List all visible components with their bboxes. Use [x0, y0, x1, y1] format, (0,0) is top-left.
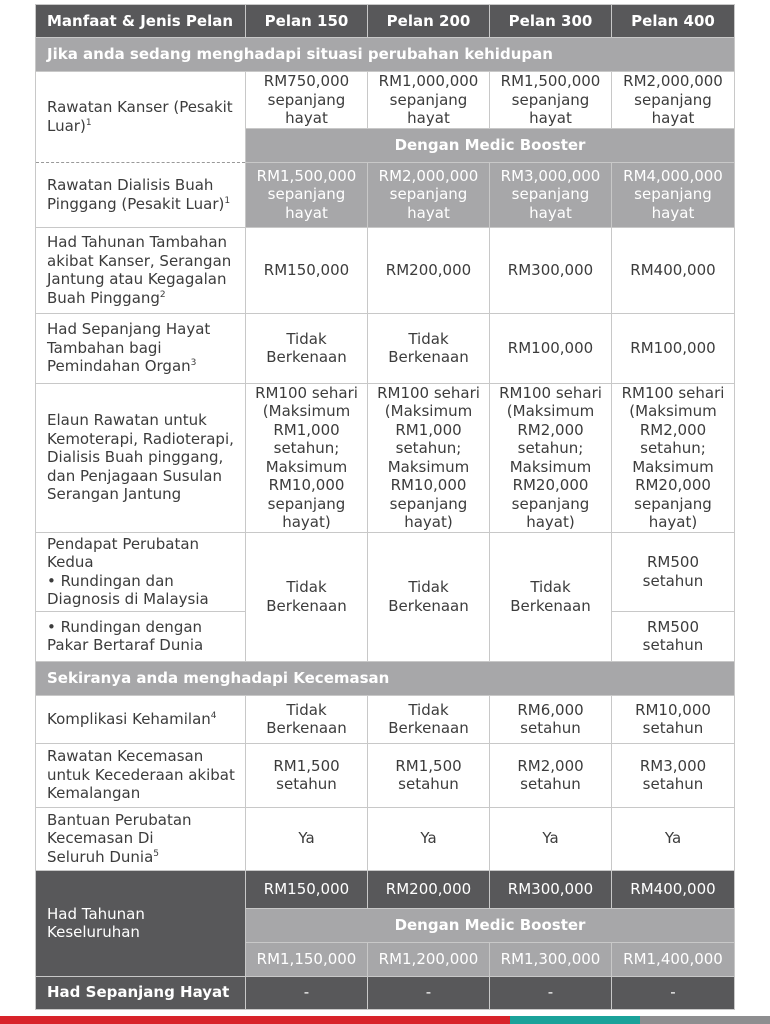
- dialysis-plan-150: RM1,500,000 sepanjang hayat: [246, 162, 368, 227]
- header-benefit: Manfaat & Jenis Pelan: [36, 5, 246, 38]
- dialysis-plan-400: RM4,000,000 sepanjang hayat: [612, 162, 735, 227]
- row-accident: [36, 743, 735, 807]
- organ-plan-400: RM100,000: [612, 313, 735, 383]
- annual-extra-plan-400: RM400,000: [612, 227, 735, 313]
- second-opinion-plan-150: Tidak Berkenaan: [246, 532, 368, 661]
- worldwide-plan-150: Ya: [246, 807, 368, 870]
- dialysis-plan-200: RM2,000,000 sepanjang hayat: [368, 162, 490, 227]
- cancer-plan-400: RM2,000,000 sepanjang hayat: [612, 72, 735, 129]
- accident-plan-200: RM1,500 setahun: [368, 743, 490, 807]
- accident-plan-400: RM3,000 setahun: [612, 743, 735, 807]
- allowance-plan-400: RM100 sehari (Maksimum RM2,000 setahun; Maksimum RM20,000 sepanjang hayat): [612, 383, 735, 532]
- label-second-opinion-world: • Rundingan dengan Pakar Bertaraf Dunia: [36, 611, 246, 661]
- cancer-plan-150: RM750,000 sepanjang hayat: [246, 72, 368, 129]
- section-title-emergency: Sekiranya anda menghadapi Kecemasan: [36, 661, 735, 695]
- overall-booster-plan-300: RM1,300,000: [490, 942, 612, 976]
- lifetime-plan-300: -: [490, 976, 612, 1009]
- overall-plan-150: RM150,000: [246, 870, 368, 908]
- organ-plan-300: RM100,000: [490, 313, 612, 383]
- annual-extra-plan-200: RM200,000: [368, 227, 490, 313]
- footer-teal-bar: [510, 1016, 640, 1024]
- label-dialysis: Rawatan Dialisis Buah Pinggang (Pesakit Luar)$^1$: [36, 162, 246, 227]
- organ-plan-200: Tidak Berkenaan: [368, 313, 490, 383]
- section-title: Jika anda sedang menghadapi situasi perubahan kehidupan: [36, 38, 735, 72]
- organ-plan-150: Tidak Berkenaan: [246, 313, 368, 383]
- allowance-plan-200: RM100 sehari (Maksimum RM1,000 setahun; Maksimum RM10,000 sepanjang hayat): [368, 383, 490, 532]
- lifetime-plan-400: -: [612, 976, 735, 1009]
- pregnancy-plan-300: RM6,000 setahun: [490, 695, 612, 743]
- second-opinion-malaysia-plan-400: RM500 setahun: [612, 532, 735, 611]
- pregnancy-plan-400: RM10,000 setahun: [612, 695, 735, 743]
- overall-booster-plan-200: RM1,200,000: [368, 942, 490, 976]
- label-accident: Rawatan Kecemasan untuk Kecederaan akibat Kemalangan: [36, 743, 246, 807]
- row-overall: [36, 870, 735, 908]
- second-opinion-world-plan-400: RM500 setahun: [612, 611, 735, 661]
- overall-booster-plan-150: RM1,150,000: [246, 942, 368, 976]
- row-cancer: [36, 72, 735, 129]
- row-pregnancy: [36, 695, 735, 743]
- dialysis-plan-300: RM3,000,000 sepanjang hayat: [490, 162, 612, 227]
- label-cancer: Rawatan Kanser (Pesakit Luar)$^1$: [36, 72, 246, 163]
- label-lifetime: Had Sepanjang Hayat: [36, 976, 246, 1009]
- label-annual-extra: Had Tahunan Tambahan akibat Kanser, Serangan Jantung atau Kegagalan Buah Pinggang$^2$: [36, 227, 246, 313]
- cancer-plan-300: RM1,500,000 sepanjang hayat: [490, 72, 612, 129]
- pregnancy-plan-200: Tidak Berkenaan: [368, 695, 490, 743]
- row-annual-extra: [36, 227, 735, 313]
- allowance-plan-300: RM100 sehari (Maksimum RM2,000 setahun; Maksimum RM20,000 sepanjang hayat): [490, 383, 612, 532]
- second-opinion-plan-300: Tidak Berkenaan: [490, 532, 612, 661]
- allowance-plan-150: RM100 sehari (Maksimum RM1,000 setahun; Maksimum RM10,000 sepanjang hayat): [246, 383, 368, 532]
- medic-booster-label: Dengan Medic Booster: [246, 128, 735, 162]
- accident-plan-300: RM2,000 setahun: [490, 743, 612, 807]
- footer-red-bar: [0, 1016, 510, 1024]
- label-pregnancy: Komplikasi Kehamilan$^4$: [36, 695, 246, 743]
- section-emergency: [36, 661, 735, 695]
- label-worldwide: Bantuan Perubatan Kecemasan Di Seluruh Dunia$^5$: [36, 807, 246, 870]
- label-organ: Had Sepanjang Hayat Tambahan bagi Pemindahan Organ$^3$: [36, 313, 246, 383]
- worldwide-plan-200: Ya: [368, 807, 490, 870]
- row-second-opinion-1: [36, 532, 735, 611]
- row-organ: [36, 313, 735, 383]
- header-row: [36, 5, 735, 38]
- row-dialysis: [36, 162, 735, 227]
- label-second-opinion-malaysia: Pendapat Perubatan Kedua • Rundingan dan Diagnosis di Malaysia: [36, 532, 246, 611]
- overall-plan-200: RM200,000: [368, 870, 490, 908]
- label-allowance: Elaun Rawatan untuk Kemoterapi, Radioterapi, Dialisis Buah pinggang, dan Penjagaan Susulan Serangan Jantung: [36, 383, 246, 532]
- row-allowance: [36, 383, 735, 532]
- benefits-table: [35, 4, 735, 1010]
- row-worldwide: [36, 807, 735, 870]
- row-lifetime: [36, 976, 735, 1009]
- lifetime-plan-200: -: [368, 976, 490, 1009]
- section-life-change: [36, 38, 735, 72]
- label-overall: Had Tahunan Keseluruhan: [36, 870, 246, 976]
- header-plan-150: Pelan 150: [246, 5, 368, 38]
- header-plan-400: Pelan 400: [612, 5, 735, 38]
- footer-grey-bar: [640, 1016, 770, 1024]
- lifetime-plan-150: -: [246, 976, 368, 1009]
- overall-plan-300: RM300,000: [490, 870, 612, 908]
- medic-booster-label-2: Dengan Medic Booster: [246, 908, 735, 942]
- overall-booster-plan-400: RM1,400,000: [612, 942, 735, 976]
- header-plan-200: Pelan 200: [368, 5, 490, 38]
- worldwide-plan-300: Ya: [490, 807, 612, 870]
- header-plan-300: Pelan 300: [490, 5, 612, 38]
- second-opinion-plan-200: Tidak Berkenaan: [368, 532, 490, 661]
- annual-extra-plan-300: RM300,000: [490, 227, 612, 313]
- accident-plan-150: RM1,500 setahun: [246, 743, 368, 807]
- annual-extra-plan-150: RM150,000: [246, 227, 368, 313]
- overall-plan-400: RM400,000: [612, 870, 735, 908]
- worldwide-plan-400: Ya: [612, 807, 735, 870]
- cancer-plan-200: RM1,000,000 sepanjang hayat: [368, 72, 490, 129]
- pregnancy-plan-150: Tidak Berkenaan: [246, 695, 368, 743]
